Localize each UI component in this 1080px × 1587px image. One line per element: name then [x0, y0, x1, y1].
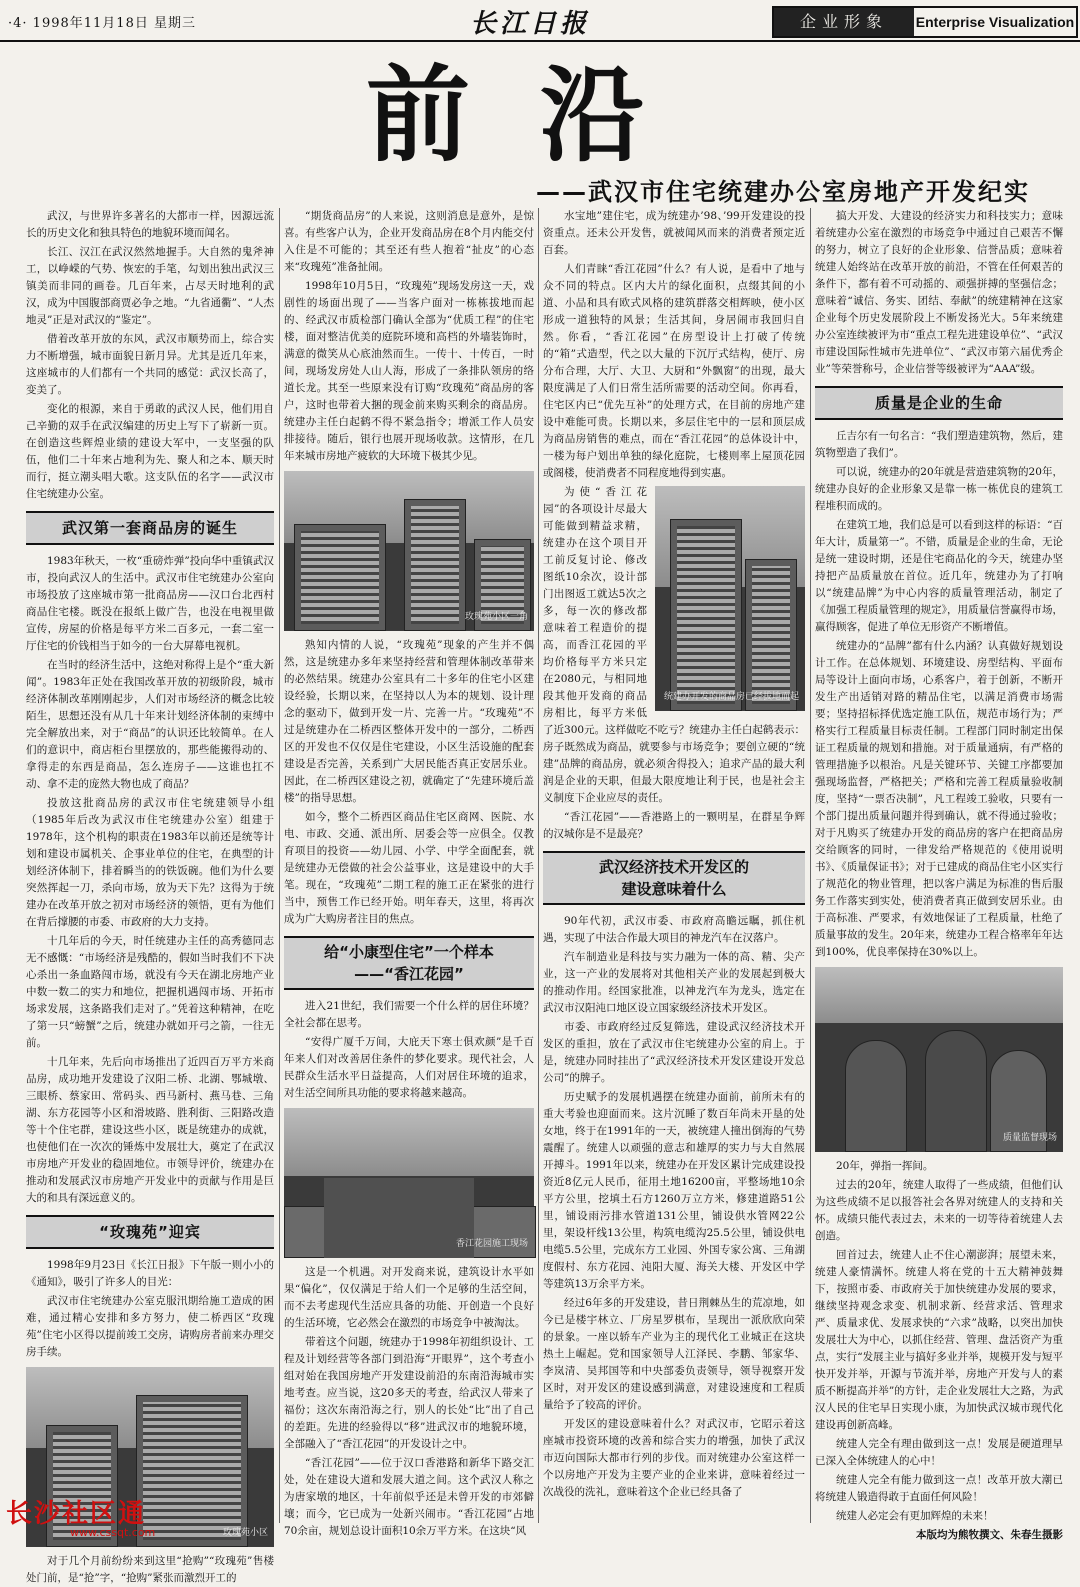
watermark-url: www.cssqt.com: [70, 1526, 156, 1539]
paragraph: 90年代初，武汉市委、市政府高瞻远瞩，抓住机遇，实现了中法合作最大项目的神龙汽车在汉落户。: [543, 915, 805, 944]
subhead-line: 武汉经济技术开发区的: [598, 858, 749, 876]
section-paragraphs: [26, 553, 274, 1207]
subhead-first-commodity-housing: 武汉第一套商品房的诞生: [26, 511, 274, 545]
paragraph: 对于几个月前纷纷来到这里“抢购”“玫瑰苑”售楼处门前，是“抢”字，“抢购”紧张而激烈开工的: [26, 1555, 274, 1584]
paragraph: “香江花园”——香港路上的一颗明星，在群星争辉的汉城你是不是最亮？: [543, 811, 805, 840]
photo-caption: 质量监督现场: [1002, 1133, 1057, 1143]
paragraph: 统建人完全有能力做到这一点！改革开放大潮已将统建人锻造得敢于直面任何风险！: [815, 1474, 1063, 1503]
photo-new-buildings: [655, 486, 805, 711]
column-divider: [810, 208, 811, 1523]
subhead-rose-garden: “玫瑰苑”迎宾: [26, 1215, 274, 1249]
subhead-quality: 质量是企业的生命: [815, 386, 1063, 420]
section-label-cn: 企业形象: [774, 8, 914, 36]
paragraph: 熟知内情的人说，“玫瑰苑”现象的产生并不偶然，这是统建办多年来坚持经营和管理体制改革带来的必然结果。统建办公室具有二十多年的住宅小区建设经验，长期以来，在坚持以人为本的规划、设计理念的驱动下，做到开发一片、完善一片。“玫瑰苑”不过是统建办在二桥西区整体开发中的一部分，二桥西区的开发也不仅仅是住宅建设，小区生活设施的配套建设是否完善，关系到广大居民能否真正安居乐业。因此，在二桥西区建设之初，就确定了“先建环境后盖楼”的指导思想。: [284, 639, 534, 804]
paragraph: 经过6年多的开发建设，昔日荆棘丛生的荒凉地，如今已是楼宇林立、厂房星罗棋布，呈现出一派欣欣向荣的景象。一座以轿车产业为主的现代化工业城正在这块热土上崛起。党和国家领导人江泽民、李鹏、邹家华、李岚清、吴邦国等和中央部委负责领导，领导视察开发区时，对开发区的建设感到满意，对建设速度和工程质量给予了较高的评价。: [543, 1297, 805, 1411]
section-paragraphs: [815, 1158, 1063, 1525]
paragraph: 武汉，与世界许多著名的大都市一样，因源远流长的历史文化和独具特色的地貌环境而闻名。: [26, 210, 274, 239]
paragraph: 1998年9月23日《长江日报》下午版一则小小的《通知》，吸引了许多人的目光：: [26, 1259, 274, 1288]
paragraph: 变化的根源，来自于勇敢的武汉人民，他们用自己辛勤的双手在武汉编建的历史上写下了崭新一页。在创造这些辉煌业绩的建设大军中，一支坚强的队伍，他们二十年来占地利为先、聚人和之本、顺天时而行，挺立潮头唱大歌。这支队伍的名字——武汉市住宅统建办公室。: [26, 403, 274, 500]
paragraph: 1998年10月5日，“玫瑰苑”现场发房这一天，戏剧性的场面出现了——当客户面对一栋栋拔地而起的、经武汉市质检部门确认全部为“优质工程”的住宅楼，面对整洁优美的庭院环境和高档的外墙装饰时，满意的微笑从心底油然而生。一传十、十传百，一时间，现场发房处人山人海，形成了一条排队领房的络道长龙。其至一些原来没有订购“玫瑰苑”商品房的客户，这时也带着大捆的现金前来购买剩余的商品房。统建办主任白起鹤不得不紧急指令；增派工作人员安排接待。随后，银行也展开现场收款。这情形，在几年来城市房地产疲软的大环境下极其少见。: [284, 280, 534, 462]
photo-caption: 玫瑰苑小区: [222, 1528, 268, 1538]
subhead-development-zone: [543, 851, 805, 905]
paragraph: 人们青睐“香江花园”什么？有人说，是看中了地与众不同的特点。区内大片的绿化面积，点缀其间的小道、小品和具有欧式风格的建筑群落交相辉映，使小区形成一道独特的风景；生活其间，身居闹市我回归自然。你看，“香江花园”在房型设计上打破了传统的“箱”式造型，代之以大量的下沉厅式结构，使厅、房分布合理，大厅、大卫、大厨和“外飘窗”的出现，最大限度满足了人们日常生活所需要的活动空间。你再看，住宅区内已“优先互补”的处理方式，在目前的房地产建设中难能可贵。长期以来，多层住宅中的一层和顶层成为商品房销售的难点，而在“香江花园”的总体设计中，一楼为每户划出单独的绿化庭院，七楼则率上屋顶花园或阁楼，使消费者不同程度地得到实惠。: [543, 263, 805, 479]
paragraph: “期货商品房”的人来说，这则消息是意外，是惊喜。有些客户认为，企业开发商品房在8个月内能交付入住是不可能的；其至还有些人抱着“扯皮”的心态来“玫瑰苑”准备扯闹。: [284, 210, 534, 273]
paragraph: 进入21世纪，我们需要一个什么样的居住环境？全社会都在思考。: [284, 1000, 534, 1029]
section-paragraphs: [284, 637, 534, 928]
intro-paragraphs: [26, 208, 274, 503]
paragraph: 回首过去，统建人止不住心潮澎湃；展望未来，统建人豪情满怀。统建人将在党的十五大精神鼓舞下，按照市委、市政府关于加快统建办发展的要求，继续坚持观念求变、机制求新、经营求活、管理求严、质量求优、发展求快的“六求”战略，以突出加快发展壮大为中心，以抓住经营、管理、盘活资产为重点，实行“发展主业与搞好多业并举，规模开发与短平快开发并举，开源与节流并举，房地产开发与人的素质不断提高并举”的方针，走企业发展壮大之路，为武汉人民的住宅早日实现小康，为加快武汉城市现代化建设再创新高峰。: [815, 1249, 1063, 1431]
newspaper-name: 长江日报: [470, 9, 591, 39]
subhead-line: 给“小康型住宅”一个样本: [324, 943, 494, 961]
author-credit: 本版均为熊牧撰文、朱春生摄影: [916, 1529, 1063, 1541]
paragraph: 水宝地”建住宅，成为统建办’98、’99开发建设的投资重点。还未公开发售，就被闻风而来的消费者预定近百套。: [543, 210, 805, 256]
paragraph: 搞大开发、大建设的经济实力和科技实力；意味着统建办公室在激烈的市场竞争中通过自己艰苦不懈的努力，树立了良好的企业形象、信誉品质；意味着统建人始终站在改革开放的前沿，不管在任何艰苦的条件下，都有着不可动摇的、顽强拼搏的坚强信念；意味着“诚信、务实、团结、奉献”的统建精神在这家企业每个历史发展阶段上不断发扬光大。5年来统建办公室连续被评为市“重点工程先进建设单位”、“武汉市建设国际性城市先进单位”、“武汉市第六届优秀企业”等荣誉称号，企业信誉等级被评为“AAA”级。: [815, 210, 1063, 375]
section-paragraphs: [815, 428, 1063, 961]
photo-quality-inspection: [815, 967, 1063, 1152]
section-paragraphs: [284, 208, 534, 465]
paragraph: 历史赋予的发展机遇摆在统建办面前，前所未有的重大考验也迎面而来。这片沉睡了数百年尚未开垦的处女地，终于在1991年的一天，被统建人撞出倒海的气势震醒了。统建人以顽强的意志和雄厚的实力与大自然展开搏斗。1991年以来，统建办在开发区累计完成建设投资近8亿元人民币，征用土地16200亩，平整场地10余平方公里，挖填土石方1260万立方米，修建道路51公里，铺设雨污排水管道131公里，铺设供水管网22公里，架设杆线13公里，构筑电缆沟25.5公里，铺设供电电缆5.5公里，完成东方工业园、外国专家公寓、三角湖度假村、东方花园、沌阳大厦、海关大楼、开发区中学等建筑13万余平方米。: [543, 1091, 805, 1290]
paragraph: 这是一个机遇。对开发商来说，建筑设计水平如果“偏化”，仅仅满足于给人们一个足够的生活空间，而不去考虑现代生活应具备的功能、开创造一个良好的生活环境，它必然会在激烈的市场竞争中被淘汰。: [284, 1266, 534, 1329]
paragraph: 可以说，统建办的20年就是营造建筑物的20年，统建办良好的企业形象又是靠一栋一栋优良的建筑工程堆积而成的。: [815, 466, 1063, 512]
paragraph: 武汉市住宅统建办公室克服汛期给施工造成的困难，通过精心安排和多方努力，使二桥西区“玫瑰苑”住宅小区得以提前竣工交房，请购房者前来办理交房手续。: [26, 1295, 274, 1358]
section-paragraphs: [815, 208, 1063, 378]
paragraph: 在建筑工地，我们总是可以看到这样的标语：“百年大计，质量第一”。不错，质量是企业的生命，无论是统一建设时期，还是住宅商品化的今天，统建办坚持把产品质量放在首位。近几年，统建办为了打响以“统建品牌”为中心内容的质量管理活动，制定了《加强工程质量管理的规定》，用质量信誉赢得市场，赢得顾客，促进了单位无形资产不断增值。: [815, 519, 1063, 633]
paragraph: 统建人完全有理由做到这一点！发展是硬道理早已深入全体统建人的心中！: [815, 1438, 1063, 1467]
article-column-4: [815, 208, 1063, 1541]
paragraph: 投放这批商品房的武汉市住宅统建领导小组（1985年后改为武汉市住宅统建办公室）组建于1978年，这个机构的职责在1983年以前还是统等计划和建设市属机关、企事业单位的住宅，在典型的计划经济体制下，排着瞬当的的铁饭碗。他们为什么要突然挥起一刀，杀向市场，放为天下先？这得为于统建办在改革开放之初对市场经济的领悟，更有为他们在背后撑腰的市委、市政府的大力支持。: [26, 797, 274, 928]
paragraph: 20年，弹指一挥间。: [836, 1160, 934, 1172]
subhead-line: ——“香江花园”: [354, 965, 464, 983]
paragraph: 过去的20年，统建人取得了一些成绩，但他们认为这些成绩不足以报答社会各界对统建人的支持和关怀。成绩只能代表过去，未来的一切等待着统建人去创造。: [815, 1179, 1063, 1242]
paragraph: 借着改革开放的东风，武汉市顺势而上，综合实力不断增强，城市面貌日新月异。尤其是近几年来，这座城市的人们都有一个共同的感觉：武汉长高了，变美了。: [26, 333, 274, 396]
paragraph: 如今，整个二桥西区商品住宅区商网、医院、水电、市政、交通、派出所、居委会等一应俱全。仅教育项目的投资——幼儿园、小学、中学全面配套，就是统建办无偿做的社会公益事业，这是建设中的大手笔。现在，“玫瑰苑”二期工程的施工正在紧张的进行当中，预售工作已经开始。明年春天，这里，将再次成为广大购房者注目的焦点。: [284, 811, 534, 925]
dateline: ·4· 1998年11月18日 星期三: [8, 16, 196, 31]
photo-xiangjiang-construction: [284, 1108, 534, 1258]
section-paragraphs: [284, 998, 534, 1102]
column-divider: [538, 208, 539, 1523]
photo-caption: 玫瑰苑小区一角: [464, 612, 528, 622]
article-column-3: [543, 208, 805, 1528]
subhead-line: 建设意味着什么: [621, 880, 727, 898]
paragraph: 十几年后的今天，时任统建办主任的高秀德同志无不感慨：“市场经济是残酷的，假如当时我们不下决心杀出一条血路闯市场，就没有今天在湖北房地产业中数一数二的实力和地位，把握机遇闯市场、开拓市场求发展，这条路我们走对了。”凭着这种精神，在吃了第一只“螃蟹”之后，统建办就如开弓之箭，一往无前。: [26, 935, 274, 1049]
photo-caption: 统建办开发的商品房已经拔地而起: [663, 692, 799, 702]
paragraph: 统建人必定会有更加辉煌的未来！: [836, 1510, 994, 1522]
paragraph: “香江花园”——位于汉口香港路和新华下路交汇处，处在建设大道和发展大道之间。这个武汉人称之为唐家墩的地区，十年前似乎还是未曾开发的市郊僻壤；而今，它已成为一处新兴闹市。“香江花园”占地70余亩，规划总设计面积10余万平方米。在这块“风: [284, 1457, 534, 1537]
section-paragraphs: [284, 1264, 534, 1540]
main-headline: 前沿: [365, 54, 714, 176]
photo-rose-garden-corner: [284, 471, 534, 631]
column-divider: [279, 208, 280, 1523]
section-paragraphs: [26, 1257, 274, 1361]
section-paragraphs: [543, 208, 805, 482]
paragraph: 带着这个问题，统建办于1998年初组织设计、工程及计划经营等各部门到沿海“开眼界”，这个考查小组对始在我国房地产开发建设前沿的东南沿海城市实地考查。应当说，这20多天的考查，给武汉人带来了福份；这次东南沿海之行，别人的长处“比”出了自己的差距。先进的经验得以“移”进武汉市的地貌环境，全部融入了“香江花园”的开发设计之中。: [284, 1336, 534, 1450]
paragraph: 1983年秋天，一枚“重磅炸弹”投向华中重镇武汉市，投向武汉人的生活中。武汉市住宅统建办公室向市场投放了这座城市第一批商品房——汉口台北西村商品住宅楼。既没在报纸上做广告，也没在电视里做宣传，房屋的价格是每平方米二百多元，一套二室一厅住宅的价钱相当于如今的一台大屏幕电视机。: [26, 555, 274, 652]
subhead-xiaokang-housing: [284, 936, 534, 990]
paragraph: 市委、市政府经过反复筛选，建设武汉经济技术开发区的重担，放在了武汉市住宅统建办公室的肩上。于是，统建办同时挂出了“武汉经济技术开发区建设开发总公司”的牌子。: [543, 1021, 805, 1084]
paragraph: 在当时的经济生活中，这绝对称得上是个“重大新闻”。1983年正处在我国改革开放的初级阶段，城市经济体制改革刚刚起步，人们对市场经济的概念比较陌生，思想还没有从几十年来计划经济体制的束缚中完全解放出来，对于“商品”的认识还比较简单。在人们的意识中，商店柜台里摆放的，那些能搬得动的、拿得走的东西是商品，怎么连房子——这谁也扛不动、拿不走的庞然大物也成了商品？: [26, 659, 274, 790]
masthead-bar: [0, 0, 1080, 42]
paragraph: 开发区的建设意味着什么？对武汉市，它昭示着这座城市投资环境的改善和综合实力的增强，加快了武汉市迈向国际大都市行列的步伐。而对统建办公室这样一个以房地产开发为主要产业的企业来讲，意味着经过一次战役的洗礼，意味着这个企业已经具备了: [543, 1418, 805, 1498]
section-paragraphs: [543, 809, 805, 843]
paragraph: 长江、汉江在武汉然然地握手。大自然的鬼斧神工，以峥嵘的气势、恢宏的手笔，勾划出独出武汉三镇美而非同的画卷。几百年来，占尽天时地利的武汉，成为中国腹部商贾必争之地。“九省通衢”、“人杰地灵”正是对武汉的“鉴定”。: [26, 246, 274, 326]
paragraph: 统建办的“品牌”都有什么内涵？认真做好规划设计工作。在总体规划、环境建设、房型结构、平面布局等设计上面向市场，心系客户，着于创新，不断开发生产出适销对路的精品住宅，以满足消费市场需要；坚持招标择优选定施工队伍，规范市场行为；严格实行工程质量目标责任制。工程部门同时制定出保证工程质量的规划和措施。对于质量通病，有严格的管理措施予以根治。凡是关键环节、关键工序都要加强现场监督，严格把关；严格和完善工程质量验收制度，坚持“一票否决制”，凡工程竣工验收，只要有一个部门提出质量问题并得到确认，就不得通过验收；对于凡购买了统建办开发的商品房的客户在把商品房交给顾客的同时，一律发给严格规范的《使用说明书》、《质量保证书》；对于已建成的商品住宅小区实行了规范化的物业管理，把以客户满足为标准的售后服务工作落实到实处，使消费者真正做到安居乐业。由于高标准、严要求，有效地保证了工程质量，杜绝了质量事故的发生。20年来，统建办工程合格率年年达到100%，优良率保持在30%以上。: [815, 640, 1063, 958]
section-paragraphs: [543, 913, 805, 1501]
paragraph: 丘吉尔有一句名言：“我们塑造建筑物，然后，建筑物塑造了我们”。: [815, 430, 1063, 459]
paragraph: 为使“香江花园”的各项设计尽最大可能做到精益求精，统建办在这个项目开工前反复讨论、修改图纸10余次，设计部门出图返工就达5次之多，每一次的修改都意味着工程造价的提高，而香江花园的平均价格每平方米只定在2080元，与相同地段其他开发商的商品房相比，每平方米低了近300元。这样做吃不吃亏？统建办主任白起鹤表示：房子既然成为商品，就要参与市场竞争；要创立硬的“统建”品牌的商品房，就必须舍得投入；追求产品的最大利润是企业的天职，但最大限度地让利于民，也是社会主义制度下企业应尽的责任。: [543, 486, 805, 804]
section-label-en: Enterprise Visualization: [915, 14, 1075, 30]
main-subtitle: ——武汉市住宅统建办公室房地产开发纪实: [536, 178, 1030, 206]
paragraph: 十几年来，先后向市场推出了近四百万平方米商品房，成功地开发建设了汉阳二桥、北湖、鄂城墩、三眼桥、蔡家田、常码头、西马新村、燕马巷、三角湖、东方花园等小区和滑坡路、胜利街、三阳路改造等十个住宅群，建设这些小区，既是统建办的成就，也使他们在一次次的锤炼中发展壮大，奠定了在武汉市房地产开发业的稳固地位。市领导评价，统建办在推动和发展武汉市房地产开发业中的贡献与作用是巨大的和具有深远意义的。: [26, 1056, 274, 1204]
watermark-logo: 长沙社区通: [6, 1499, 147, 1529]
photo-caption: 香江花园施工现场: [455, 1239, 528, 1249]
paragraph: 汽车制造业是科技与实力融为一体的高、精、尖产业，这一产业的发展将对其他相关产业的发展起到极大的推动作用。经国家批准，以神龙汽车为龙头，选定在武汉市汉阳沌口地区设立国家级经济技术开发区。: [543, 951, 805, 1014]
article-column-2: [284, 208, 534, 1537]
paragraph: “安得广厦千万间，大庇天下寒士俱欢颜”是千百年来人们对改善居住条件的梦化要求。现代社会，人民群众生活水平日益提高，人们对居住环境的追求，对生活空间所具功能的要求将越来越高。: [284, 1036, 534, 1099]
section-label: [772, 6, 1078, 38]
